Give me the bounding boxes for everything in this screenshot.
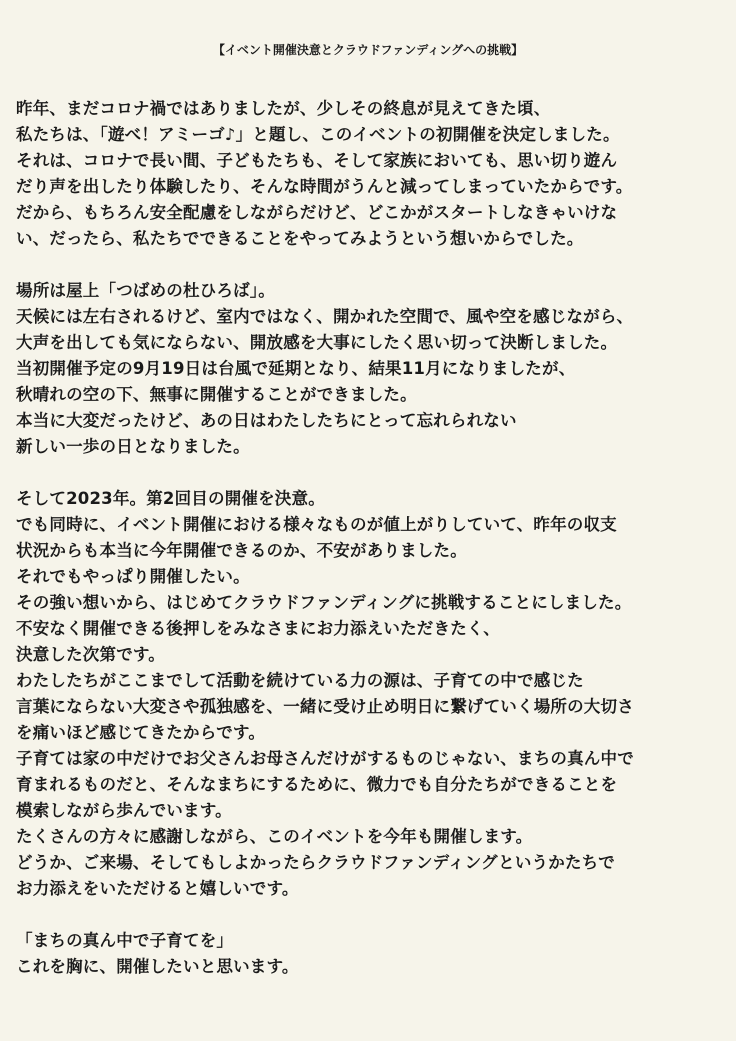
text-line: 模索しながら歩んでいます。 [16, 801, 232, 820]
text-line: そして2023年。第2回目の開催を決意。 [16, 489, 325, 508]
text-line: 新しい一歩の日となりました。 [16, 437, 250, 456]
text-line: 本当に大変だったけど、あの日はわたしたちにとって忘れられない [16, 411, 517, 430]
paragraph-gap [16, 902, 728, 928]
text-line: 不安なく開催できる後押しをみなさまにお力添えいただきたく、 [16, 619, 500, 638]
text-line: どうか、ご来場、そしてもしよかったらクラウドファンディングというかたちで [16, 853, 615, 872]
text-line: だり声を出したり体験したり、そんな時間がうんと減ってしまっていたからです。 [16, 177, 633, 196]
text-line: 大声を出しても気にならない、開放感を大事にしたく思い切って決断しました。 [16, 333, 618, 352]
text-line: い、だったら、私たちでできることをやってみようという想いからでした。 [16, 229, 584, 248]
text-line: 言葉にならない大変さや孤独感を、一緒に受け止め明日に繋げていく場所の大切さ [16, 697, 634, 716]
text-line: これを胸に、開催したいと思います。 [16, 957, 299, 976]
text-line: それは、コロナで長い間、子どもたちも、そして家族においても、思い切り遊ん [16, 151, 618, 170]
text-line: 秋晴れの空の下、無事に開催することができました。 [16, 385, 417, 404]
paragraph-gap [16, 252, 728, 278]
document-body [16, 96, 728, 980]
paragraph [16, 486, 728, 902]
text-line: わたしたちがここまでして活動を続けている力の源は、子育ての中で感じた [16, 671, 584, 690]
text-line: お力添えをいただけると嬉しいです。 [16, 879, 299, 898]
paragraph [16, 928, 728, 980]
text-line: 状況からも本当に今年開催できるのか、不安がありました。 [16, 541, 467, 560]
text-line: 「まちの真ん中で子育てを」 [16, 931, 234, 950]
text-line: 昨年、まだコロナ禍ではありましたが、少しその終息が見えてきた頃、 [16, 99, 551, 118]
paragraph-gap [16, 460, 728, 486]
paragraph [16, 278, 728, 460]
text-line: 決意した次第です。 [16, 645, 165, 664]
text-line: 私たちは、「遊べ！アミーゴ♪」と題し、このイベントの初開催を決定しました。 [16, 125, 620, 144]
text-line: 当初開催予定の9月19日は台風で延期となり、結果11月になりましたが、 [16, 359, 576, 378]
text-line: それでもやっぱり開催したい。 [16, 567, 250, 586]
text-line: を痛いほど感じてきたからです。 [16, 723, 266, 742]
text-line: 子育ては家の中だけでお父さんお母さんだけがするものじゃない、まちの真ん中で [16, 749, 634, 768]
text-line: だから、もちろん安全配慮をしながらだけど、どこかがスタートしなきゃいけな [16, 203, 618, 222]
text-line: その強い想いから、はじめてクラウドファンディングに挑戦することにしました。 [16, 593, 632, 612]
document-title: 【イベント開催決意とクラウドファンディングへの挑戦】 [212, 43, 524, 57]
text-line: 天候には左右されるけど、室内ではなく、開かれた空間で、風や空を感じながら、 [16, 307, 634, 326]
text-line: 場所は屋上「つばめの杜ひろば」。 [16, 281, 275, 300]
text-line: たくさんの方々に感謝しながら、このイベントを今年も開催します。 [16, 827, 533, 846]
paragraph [16, 96, 728, 252]
text-line: 育まれるものだと、そんなまちにするために、微力でも自分たちができることを [16, 775, 618, 794]
text-line: でも同時に、イベント開催における様々なものが値上がりしていて、昨年の収支 [16, 515, 617, 534]
